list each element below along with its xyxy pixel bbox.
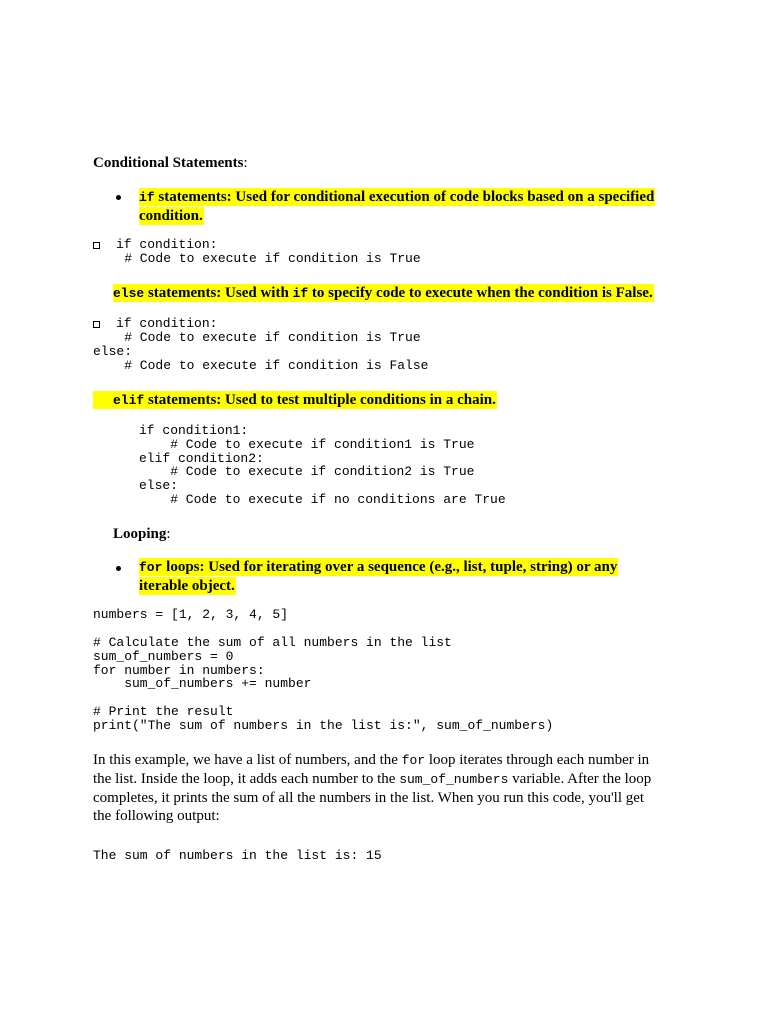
bullet-icon <box>116 566 121 571</box>
for-loops-item <box>139 558 618 595</box>
if-statements-item <box>139 188 655 225</box>
conditional-statements-heading <box>93 154 248 172</box>
explanation-paragraph <box>93 751 651 825</box>
explanation-l1-code: for <box>401 753 426 768</box>
looping-heading-colon: : <box>166 526 171 542</box>
explanation-l1-a: In this example, we have a list of numbers, and the <box>93 752 402 768</box>
explanation-l4: the following output: <box>93 808 220 824</box>
if-code-line1: if condition: <box>116 237 218 252</box>
for-code-numbers: numbers = [1, 2, 3, 4, 5] <box>93 607 289 622</box>
looping-heading-text: Looping <box>113 526 167 542</box>
explanation-l3: completes, it prints the sum of all the numbers in the list. When you run this code, you'll get <box>93 790 645 806</box>
else-code-line1: if condition: <box>116 316 218 331</box>
elif-keyword: elif <box>113 393 145 408</box>
if-keyword: if <box>139 190 155 205</box>
elif-code-block: if condition1: # Code to execute if condition1 is True elif condition2: # Code to execute if condition2 is True else: # Code to execute if no conditions are True <box>139 423 506 507</box>
square-bullet-icon <box>93 321 100 328</box>
if-item-text-line1: statements: Used for conditional execution of code blocks based on a specified <box>154 189 655 205</box>
output-line: The sum of numbers in the list is: 15 <box>93 848 382 863</box>
explanation-l2-b: variable. After the loop <box>508 771 652 787</box>
for-keyword: for <box>139 560 163 575</box>
if-code-line2: # Code to execute if condition is True <box>93 251 421 266</box>
explanation-l1-b: loop iterates through each number in <box>425 752 650 768</box>
explanation-l2-code: sum_of_numbers <box>399 772 509 787</box>
else-keyword: else <box>113 286 145 301</box>
for-item-text-line1: loops: Used for iterating over a sequence (e.g., list, tuple, string) or any <box>162 559 618 575</box>
looping-heading <box>113 525 171 543</box>
else-statements-item <box>113 284 654 303</box>
heading-text: Conditional Statements <box>93 155 244 171</box>
elif-statements-item <box>93 391 497 410</box>
else-item-text2: to specify code to execute when the condition is False. <box>308 285 653 301</box>
for-code-loop: # Calculate the sum of all numbers in the list sum_of_numbers = 0 for number in numbers: sum_of_numbers += number <box>93 635 452 692</box>
else-code-rest: # Code to execute if condition is True else: # Code to execute if condition is False <box>93 330 429 373</box>
explanation-l2-a: the list. Inside the loop, it adds each number to the <box>93 771 400 787</box>
if-inline-keyword: if <box>292 286 309 301</box>
square-bullet-icon <box>93 242 100 249</box>
elif-item-text: statements: Used to test multiple conditions in a chain. <box>144 392 496 408</box>
heading-colon: : <box>243 155 248 171</box>
for-code-print: # Print the result print("The sum of numbers in the list is:", sum_of_numbers) <box>93 704 554 733</box>
if-item-text-line2: condition. <box>139 208 203 224</box>
else-item-text1: statements: Used with <box>144 285 293 301</box>
bullet-icon <box>116 195 121 200</box>
for-item-text-line2: iterable object. <box>139 578 235 594</box>
